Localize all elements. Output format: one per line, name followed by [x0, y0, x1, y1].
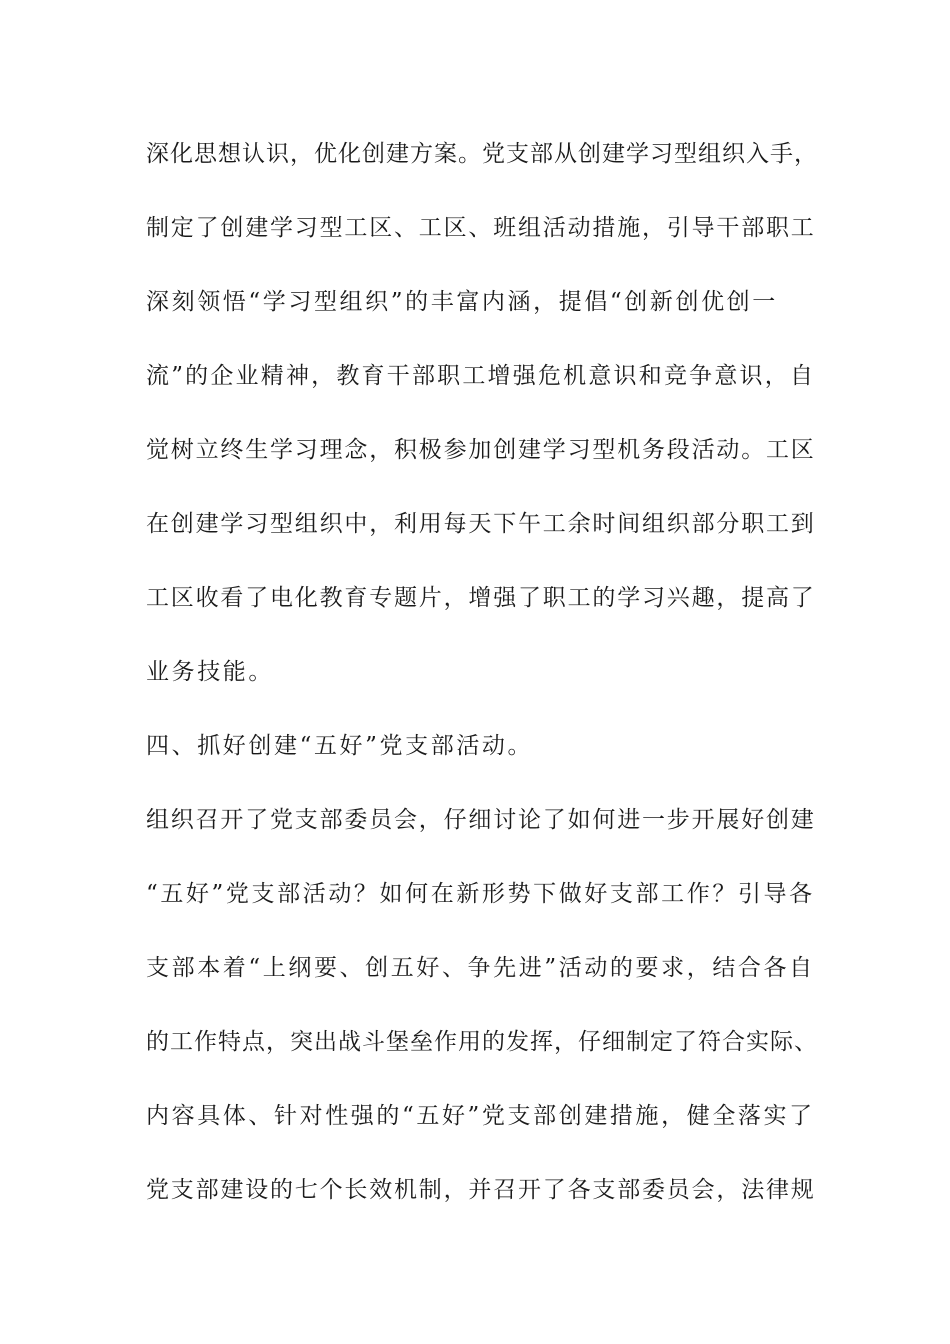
text-line-8: 业务技能。 — [146, 659, 274, 685]
text-line-11: “五好”党支部活动？如何在新形势下做好支部工作？引导各 — [146, 881, 815, 907]
text-line-4: 流”的企业精神，教育干部职工增强危机意识和竞争意识，自 — [146, 363, 816, 389]
text-line-1: 深化思想认识，优化创建方案。党支部从创建学习型组织入手， — [146, 141, 818, 167]
text-line-2: 制定了创建学习型工区、工区、班组活动措施，引导干部职工 — [146, 215, 816, 241]
text-line-12: 支部本着“上纲要、创五好、争先进”活动的要求，结合各自 — [146, 955, 815, 981]
text-line-5: 觉树立终生学习理念，积极参加创建学习型机务段活动。工区 — [146, 437, 816, 463]
section-heading: 四、抓好创建“五好”党支部活动。 — [146, 733, 534, 759]
text-line-7: 工区收看了电化教育专题片，增强了职工的学习兴趣，提高了 — [146, 585, 816, 611]
text-line-3: 深刻领悟“学习型组织”的丰富内涵，提倡“创新创优创一 — [146, 289, 778, 315]
text-line-15: 党支部建设的七个长效机制，并召开了各支部委员会，法律规 — [146, 1177, 816, 1203]
text-line-13: 的工作特点，突出战斗堡垒作用的发挥，仔细制定了符合实际、 — [146, 1029, 818, 1055]
text-line-14: 内容具体、针对性强的“五好”党支部创建措施，健全落实了 — [146, 1103, 815, 1129]
text-line-10: 组织召开了党支部委员会，仔细讨论了如何进一步开展好创建 — [146, 807, 816, 833]
text-line-6: 在创建学习型组织中，利用每天下午工余时间组织部分职工到 — [146, 511, 816, 537]
